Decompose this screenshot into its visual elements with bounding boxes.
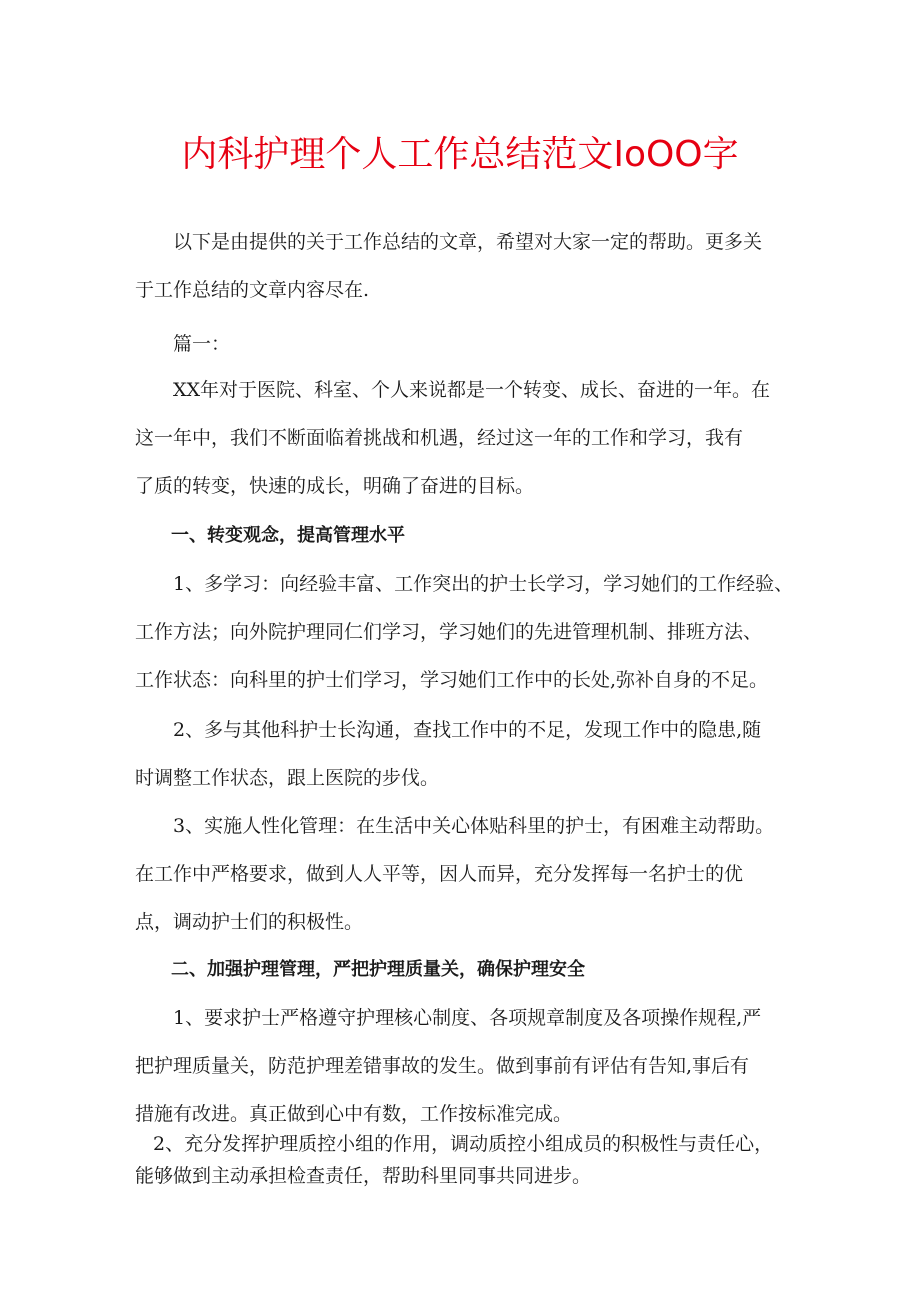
s2-item1-line-3: 措施有改进。真正做到心中有数，工作按标准完成。 xyxy=(135,1103,573,1125)
s1-item2-line-1: 2、多与其他科护士长沟通，查找工作中的不足，发现工作中的隐患,随 xyxy=(173,719,762,741)
opening-line-3: 了质的转变，快速的成长，明确了奋进的目标。 xyxy=(135,475,535,497)
s2-item1-line-2: 把护理质量关，防范护理差错事故的发生。做到事前有评估有告知,事后有 xyxy=(135,1055,750,1077)
s2-item2-line-1: 2、充分发挥护理质控小组的作用，调动质控小组成员的积极性与责任心， xyxy=(153,1133,774,1155)
section-1-heading: 一、转变观念，提高管理水平 xyxy=(171,525,405,546)
s1-item1-line-3: 工作状态：向科里的护士们学习，学习她们工作中的长处,弥补自身的不足。 xyxy=(135,669,769,691)
s2-item1-line-1: 1、要求护士严格遵守护理核心制度、各项规章制度及各项操作规程,严 xyxy=(173,1007,762,1029)
s1-item3-line-3: 点，调动护士们的积极性。 xyxy=(135,911,364,933)
part-label: 篇一： xyxy=(173,333,231,355)
document-title: 内科护理个人工作总结范文IoOO字 xyxy=(181,134,739,175)
section-1-item-1 xyxy=(135,560,795,704)
s1-item2-line-2: 时调整工作状态，跟上医院的步伐。 xyxy=(135,767,440,789)
intro-line-1: 以下是由提供的关于工作总结的文章，希望对大家一定的帮助。更多关 xyxy=(173,231,763,253)
opening-paragraph xyxy=(135,366,795,510)
intro-line-2: 于工作总结的文章内容尽在. xyxy=(135,279,370,301)
section-2-heading: 二、加强护理管理，严把护理质量关，确保护理安全 xyxy=(171,959,585,980)
opening-line-2: 这一年中，我们不断面临着挑战和机遇，经过这一年的工作和学习，我有 xyxy=(135,427,744,449)
s2-item2-line-2: 能够做到主动承担检查责任，帮助科里同事共同进步。 xyxy=(135,1165,592,1187)
opening-line-1: XX年对于医院、科室、个人来说都是一个转变、成长、奋进的一年。在 xyxy=(173,379,771,401)
intro-paragraph xyxy=(135,218,795,314)
s1-item3-line-2: 在工作中严格要求，做到人人平等，因人而异，充分发挥每一名护士的优 xyxy=(135,863,744,885)
section-1-item-2 xyxy=(135,706,795,802)
section-1-item-3 xyxy=(135,802,795,946)
s1-item1-line-2: 工作方法；向外院护理同仁们学习，学习她们的先进管理机制、排班方法、 xyxy=(135,621,763,643)
s1-item1-line-1: 1、多学习：向经验丰富、工作突出的护士长学习，学习她们的工作经验、 xyxy=(173,573,794,595)
section-2-item-2 xyxy=(135,1128,795,1192)
s1-item3-line-1: 3、实施人性化管理：在生活中关心体贴科里的护士，有困难主动帮助。 xyxy=(173,815,775,837)
section-2-item-1 xyxy=(135,994,795,1138)
